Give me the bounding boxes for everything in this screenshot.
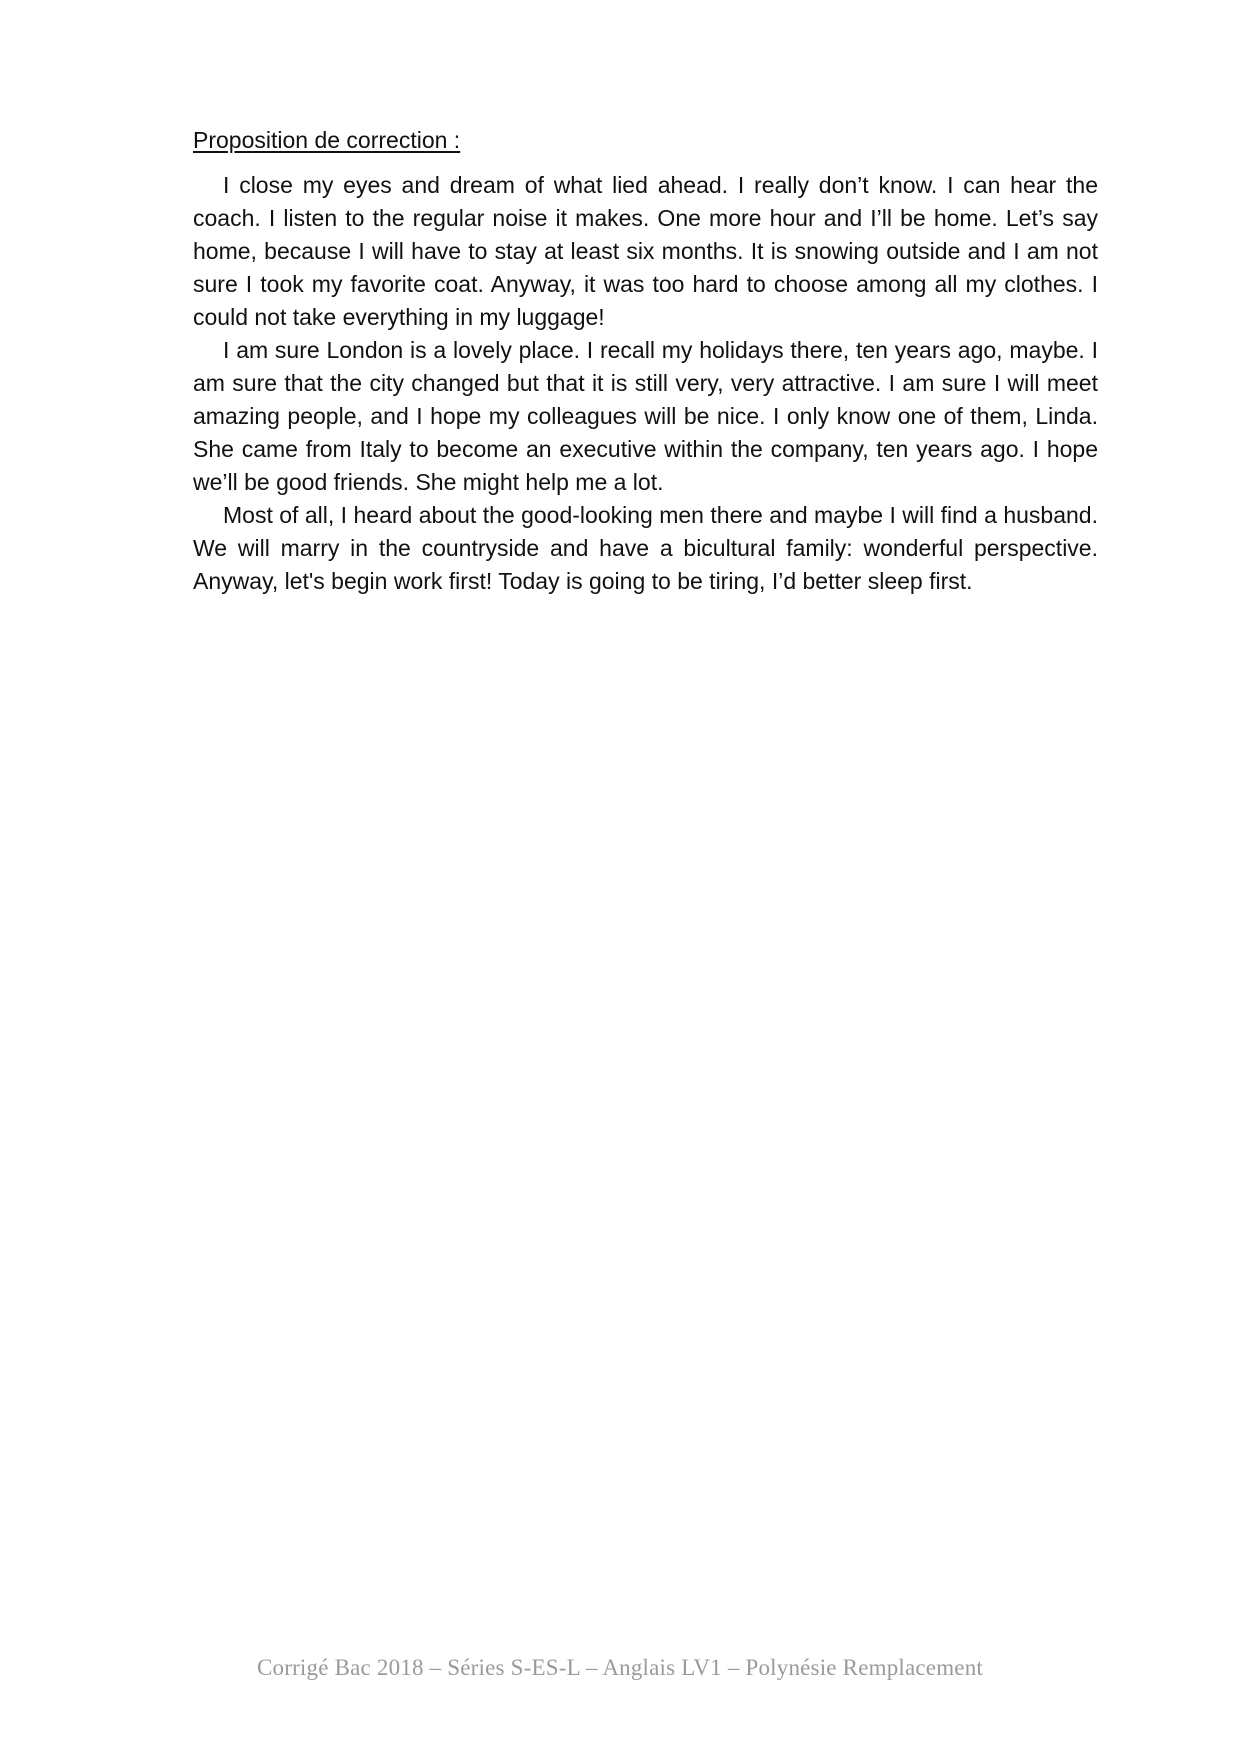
page-footer: Corrigé Bac 2018 – Séries S-ES-L – Anglais LV1 – Polynésie Remplacement — [256, 1655, 984, 1680]
paragraph-3: Most of all, I heard about the good-looking men there and maybe I will find a husband. We will marry in the countryside and have a bicultural family: wonderful perspective. Anyway, let's begin work first! Today is going to be tiring, I’d better sleep first. — [193, 502, 1098, 594]
section-heading: Proposition de correction : — [193, 127, 461, 153]
document-body — [193, 124, 1098, 598]
paragraph-1: I close my eyes and dream of what lied ahead. I really don’t know. I can hear the coach. I listen to the regular noise it makes. One more hour and I’ll be home. Let’s say home, because I will have to stay at least six months. It is snowing outside and I am not sure I took my favorite coat. Anyway, it was too hard to choose among all my clothes. I could not take everything in my luggage! — [193, 172, 1098, 330]
paragraph-2: I am sure London is a lovely place. I recall my holidays there, ten years ago, maybe. I am sure that the city changed but that it is still very, very attractive. I am sure I will meet amazing people, and I hope my colleagues will be nice. I only know one of them, Linda. She came from Italy to become an executive within the company, ten years ago. I hope we’ll be good friends. She might help me a lot. — [193, 337, 1098, 495]
